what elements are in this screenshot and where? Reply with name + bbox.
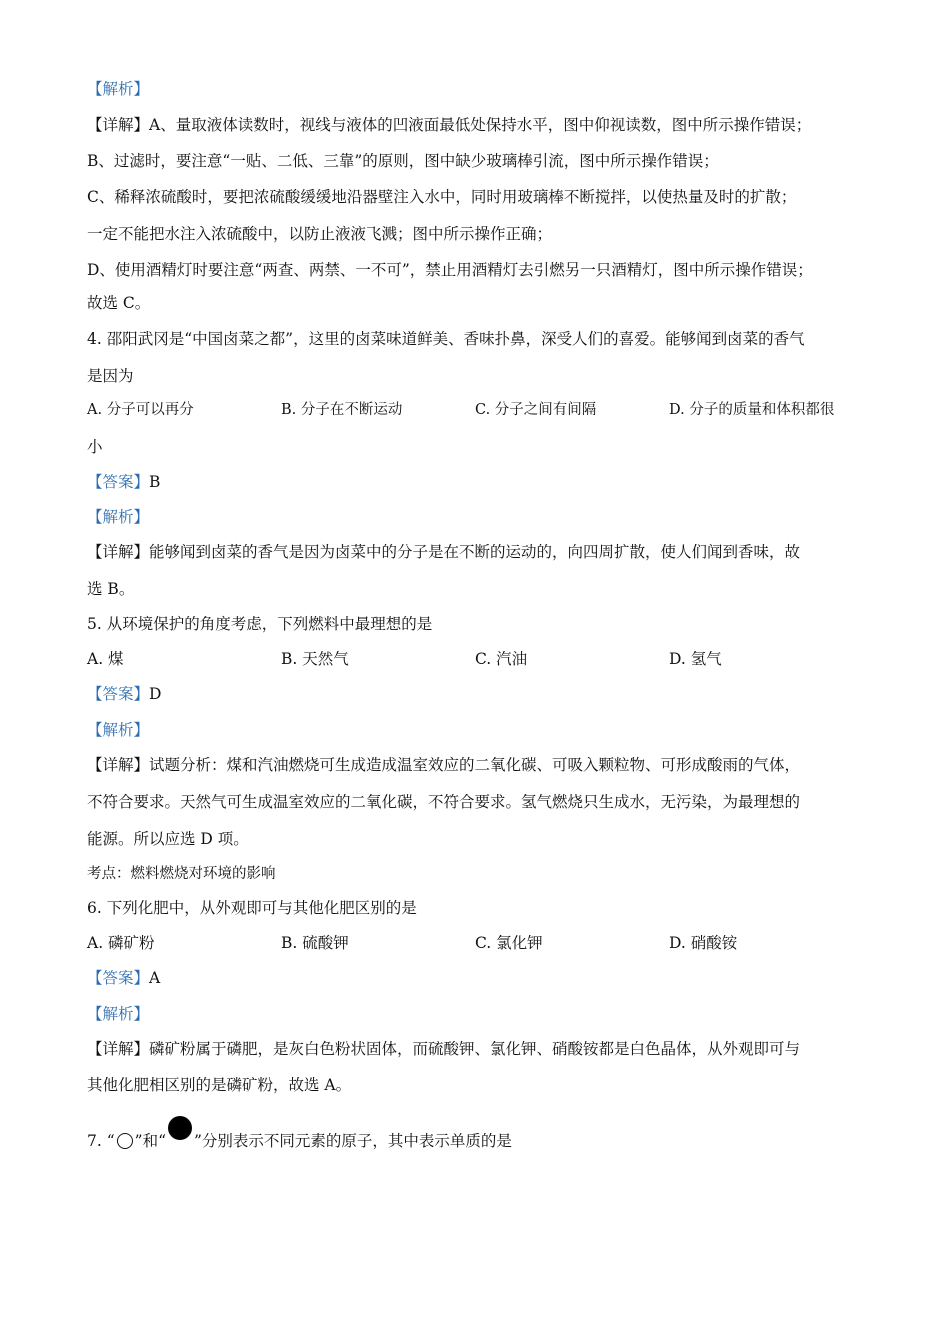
q4-detail-line2: 选 B。 xyxy=(87,580,135,598)
q5-option-d: D. 氢气 xyxy=(669,650,722,668)
q5-answer-value: D xyxy=(149,685,162,703)
q6-option-d: D. 硝酸铵 xyxy=(669,934,738,952)
q4-option-a: A. 分子可以再分 xyxy=(87,402,194,418)
q3-line4: 一定不能把水注入浓硫酸中，以防止液液飞溅；图中所示操作正确； xyxy=(87,225,553,243)
q3-line5: D、使用酒精灯时要注意“两查、两禁、一不可”，禁止用酒精灯去引燃另一只酒精灯，图中所示操作错误； xyxy=(87,261,813,279)
q5-detail-line2: 不符合要求。天然气可生成温室效应的二氧化碳，不符合要求。氢气燃烧只生成水，无污染，为最理想的 xyxy=(87,793,801,811)
q3-line2: B、过滤时，要注意“一贴、二低、三靠”的原则，图中缺少玻璃棒引流，图中所示操作错误； xyxy=(87,152,719,170)
q5-option-a: A. 煤 xyxy=(87,650,124,668)
q4-detail-line1 xyxy=(87,541,800,563)
jiexi-label: 【解析】 xyxy=(87,80,150,98)
q7-suffix: ”分别表示不同元素的原子，其中表示单质的是 xyxy=(194,1132,512,1150)
jiexi-label: 【解析】 xyxy=(87,508,150,526)
q5-detail-text: 试题分析：煤和汽油燃烧可生成造成温室效应的二氧化碳、可吸入颗粒物、可形成酸雨的气体， xyxy=(149,756,801,774)
jiexi-label: 【解析】 xyxy=(87,1005,150,1023)
q7-stem xyxy=(87,1122,512,1152)
q6-answer xyxy=(87,967,160,989)
q6-option-c: C. 氯化钾 xyxy=(475,934,543,952)
open-circle-atom-icon xyxy=(117,1133,133,1149)
daan-label: 【答案】 xyxy=(87,685,150,703)
q5-stem: 5. 从环境保护的角度考虑，下列燃料中最理想的是 xyxy=(87,615,433,633)
q4-stem-line1: 4. 邵阳武冈是“中国卤菜之都”，这里的卤菜味道鲜美、香味扑鼻，深受人们的喜爱。能够闻到卤菜的香气 xyxy=(87,330,805,348)
q4-option-d-cont: 小 xyxy=(87,438,103,456)
q5-jiexi-tag xyxy=(87,719,149,741)
q5-kaodian: 考点：燃料燃烧对环境的影响 xyxy=(87,866,276,882)
q6-detail-line1 xyxy=(87,1038,800,1060)
q3-line6: 故选 C。 xyxy=(87,294,151,312)
q4-jiexi-tag xyxy=(87,506,149,528)
xiangjie-label: 【详解】 xyxy=(87,116,150,134)
q3-line3: C、稀释浓硫酸时，要把浓硫酸缓缓地沿器壁注入水中，同时用玻璃棒不断搅拌，以使热量及时的扩散； xyxy=(87,188,797,206)
q6-detail-text: 磷矿粉属于磷肥，是灰白色粉状固体，而硫酸钾、氯化钾、硝酸铵都是白色晶体，从外观即可与 xyxy=(149,1040,801,1058)
q5-answer xyxy=(87,683,161,705)
q3-detail-line1 xyxy=(87,114,811,136)
q5-option-b: B. 天然气 xyxy=(281,650,349,668)
xiangjie-label: 【详解】 xyxy=(87,1040,150,1058)
daan-label: 【答案】 xyxy=(87,969,150,987)
daan-label: 【答案】 xyxy=(87,473,150,491)
xiangjie-label: 【详解】 xyxy=(87,543,150,561)
q4-option-c: C. 分子之间有间隔 xyxy=(475,402,597,418)
q6-jiexi-tag xyxy=(87,1003,149,1025)
q4-detail-text: 能够闻到卤菜的香气是因为卤菜中的分子是在不断的运动的，向四周扩散，使人们闻到香味，故 xyxy=(149,543,801,561)
q6-answer-value: A xyxy=(149,969,161,987)
q4-option-d: D. 分子的质量和体积都很 xyxy=(669,402,835,418)
q6-stem: 6. 下列化肥中，从外观即可与其他化肥区别的是 xyxy=(87,899,417,917)
q7-mid: ”和“ xyxy=(134,1132,166,1150)
xiangjie-label: 【详解】 xyxy=(87,756,150,774)
q3-jiexi-tag xyxy=(87,78,149,100)
q4-answer xyxy=(87,471,160,493)
q4-answer-value: B xyxy=(149,473,161,491)
q3-detail-text: A、量取液体读数时，视线与液体的凹液面最低处保持水平，图中仰视读数，图中所示操作错误； xyxy=(149,116,812,134)
q5-detail-line3: 能源。所以应选 D 项。 xyxy=(87,830,249,848)
q4-stem-line2: 是因为 xyxy=(87,367,134,385)
q6-option-a: A. 磷矿粉 xyxy=(87,934,155,952)
filled-circle-atom-icon xyxy=(168,1116,192,1140)
q6-detail-line2: 其他化肥相区别的是磷矿粉，故选 A。 xyxy=(87,1076,352,1094)
jiexi-label: 【解析】 xyxy=(87,721,150,739)
q7-prefix: 7. “ xyxy=(87,1132,115,1150)
q4-option-b: B. 分子在不断运动 xyxy=(281,402,403,418)
q6-option-b: B. 硫酸钾 xyxy=(281,934,349,952)
q5-option-c: C. 汽油 xyxy=(475,650,528,668)
q5-detail-line1 xyxy=(87,754,800,776)
